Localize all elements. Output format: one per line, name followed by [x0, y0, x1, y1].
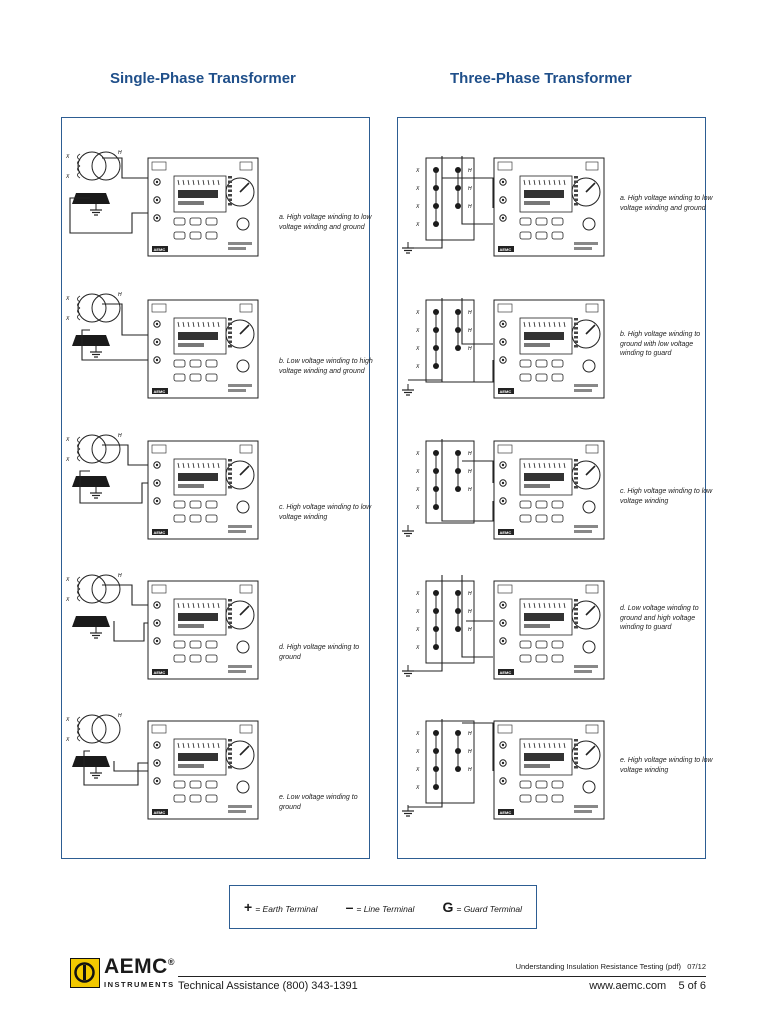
terminal-label-x: X: [66, 174, 70, 180]
range-label: [228, 190, 232, 193]
terminal-jack-center: [502, 744, 504, 746]
terminal-label-h: H: [468, 451, 472, 457]
terminal-jack-center: [156, 500, 158, 502]
model-text: [574, 530, 592, 533]
three-caption-e: e. High voltage winding to low voltage winding: [620, 757, 713, 774]
terminal-label-x: X: [416, 505, 420, 511]
range-label: [228, 766, 232, 769]
range-label: [574, 762, 578, 765]
range-label: [574, 753, 578, 756]
terminal-label-x: X: [416, 749, 420, 755]
terminal-jack-center: [156, 640, 158, 642]
terminal-legend: [229, 885, 537, 929]
single-diagram-b: [62, 280, 262, 405]
single-caption-d: d. High voltage winding to ground: [279, 644, 360, 661]
single-row-e: [62, 701, 371, 841]
range-label: [574, 332, 578, 335]
display-digits: [524, 190, 564, 198]
three-caption-d: d. Low voltage winding to ground and high voltage winding to guard: [620, 605, 699, 631]
display-units: [178, 764, 204, 768]
range-label: [228, 604, 232, 607]
terminal-label-h: H: [468, 469, 472, 475]
range-label: [574, 477, 578, 480]
terminal-label-x: X: [416, 204, 420, 210]
range-label: [228, 613, 232, 616]
display-digits: [178, 473, 218, 481]
guard-label: = Guard Terminal: [456, 904, 522, 914]
model-text: [574, 670, 592, 673]
terminal-label-h: H: [468, 609, 472, 615]
single-caption-b: b. Low voltage winding to high voltage winding and ground: [279, 358, 373, 375]
meter-brand-text: AEMC: [153, 670, 166, 675]
terminal-jack-center: [502, 181, 504, 183]
document-title: Understanding Insulation Resistance Testing (pdf) 07/12: [515, 962, 706, 971]
range-label: [228, 181, 232, 184]
model-text: [574, 805, 598, 808]
range-label: [574, 482, 578, 485]
legend-line: [346, 899, 415, 915]
range-label: [228, 203, 232, 206]
range-label: [574, 766, 578, 769]
earth-label: = Earth Terminal: [255, 904, 318, 914]
three-caption-b: b. High voltage winding to ground with low voltage winding to guard: [620, 331, 701, 357]
three-row-a: [398, 138, 713, 278]
terminal-label-h: H: [468, 767, 472, 773]
terminal-jack-center: [156, 604, 158, 606]
terminal-label-x: X: [416, 469, 420, 475]
display-digits: [178, 332, 218, 340]
terminal-label-h: H: [468, 731, 472, 737]
terminal-label-h: H: [468, 591, 472, 597]
display-units: [178, 484, 204, 488]
terminal-label-x: X: [66, 737, 70, 743]
range-label: [574, 748, 578, 751]
range-label: [574, 744, 578, 747]
terminal-label-h: H: [468, 310, 472, 316]
meter-brand-text: AEMC: [499, 389, 512, 394]
meter-brand-text: AEMC: [153, 530, 166, 535]
meter-brand-text: AEMC: [153, 810, 166, 815]
terminal-jack-center: [156, 341, 158, 343]
terminal-jack-center: [156, 744, 158, 746]
range-label: [228, 608, 232, 611]
model-text: [574, 525, 598, 528]
legend-guard: [442, 899, 521, 915]
terminal-label-h: H: [468, 168, 472, 174]
model-text: [228, 805, 252, 808]
display-units: [178, 343, 204, 347]
range-label: [574, 464, 578, 467]
transformer-core: [72, 476, 110, 487]
range-label: [574, 739, 578, 742]
terminal-jack-center: [156, 762, 158, 764]
terminal-jack-center: [502, 640, 504, 642]
terminal-jack-center: [156, 482, 158, 484]
line-label: = Line Terminal: [356, 904, 415, 914]
terminal-label-x: X: [66, 457, 70, 463]
megohmmeter: [494, 721, 604, 819]
model-text: [228, 665, 252, 668]
website-link[interactable]: www.aemc.com: [589, 980, 667, 992]
terminal-label-x: X: [416, 785, 420, 791]
footer-rule: [178, 976, 706, 977]
range-label: [574, 185, 578, 188]
test-lead-wire: [408, 298, 493, 382]
range-label: [228, 617, 232, 620]
display-units: [178, 201, 204, 205]
test-lead-wire: [408, 575, 493, 671]
terminal-label-x: X: [416, 767, 420, 773]
range-label: [228, 176, 232, 179]
three-diagram-e: [398, 701, 613, 826]
model-text: [228, 530, 246, 533]
range-label: [574, 181, 578, 184]
document-date: 07/12: [687, 962, 706, 971]
single-caption-e: e. Low voltage winding to ground: [279, 794, 358, 811]
range-label: [574, 327, 578, 330]
three-row-e: [398, 701, 713, 841]
model-text: [228, 389, 246, 392]
terminal-label-h: H: [468, 749, 472, 755]
terminal-label-x: X: [416, 451, 420, 457]
technical-assistance: Technical Assistance (800) 343-1391: [178, 980, 358, 992]
meter-brand-text: AEMC: [499, 247, 512, 252]
meter-brand-text: AEMC: [499, 530, 512, 535]
single-row-c: [62, 421, 371, 561]
terminal-label-x: X: [416, 168, 420, 174]
terminal-label-x: X: [416, 186, 420, 192]
range-label: [574, 318, 578, 321]
range-label: [228, 757, 232, 760]
terminal-label-h: H: [118, 433, 122, 439]
three-caption-c: c. High voltage winding to low voltage winding: [620, 488, 713, 505]
model-text: [574, 665, 598, 668]
terminal-label-x: X: [416, 487, 420, 493]
three-caption-a: a. High voltage winding to low voltage winding and ground: [620, 195, 713, 212]
terminal-label-x: X: [416, 310, 420, 316]
range-label: [574, 486, 578, 489]
terminal-label-h: H: [468, 186, 472, 192]
range-label: [574, 626, 578, 629]
meter-brand-text: AEMC: [153, 389, 166, 394]
aemc-logo-icon: [70, 958, 100, 988]
terminal-label-h: H: [118, 573, 122, 579]
terminal-label-x: X: [416, 609, 420, 615]
megohmmeter: [148, 441, 258, 539]
model-text: [574, 810, 592, 813]
terminal-jack-center: [502, 464, 504, 466]
terminal-label-x: X: [66, 437, 70, 443]
range-label: [228, 194, 232, 197]
model-text: [228, 247, 246, 250]
model-text: [574, 384, 598, 387]
range-label: [228, 748, 232, 751]
range-label: [228, 622, 232, 625]
range-label: [574, 613, 578, 616]
megohmmeter: [494, 158, 604, 256]
range-label: [574, 341, 578, 344]
terminal-label-x: X: [416, 731, 420, 737]
range-label: [228, 762, 232, 765]
three-diagram-d: [398, 561, 613, 686]
terminal-jack-center: [156, 181, 158, 183]
three-diagram-a: [398, 138, 613, 263]
terminal-jack-center: [156, 359, 158, 361]
range-label: [574, 599, 578, 602]
megohmmeter: [148, 721, 258, 819]
range-label: [574, 199, 578, 202]
range-label: [574, 473, 578, 476]
terminal-jack-center: [502, 359, 504, 361]
test-lead-wire: [408, 156, 493, 248]
terminal-jack-center: [502, 500, 504, 502]
range-label: [228, 599, 232, 602]
terminal-label-x: X: [66, 296, 70, 302]
range-label: [574, 622, 578, 625]
range-label: [228, 327, 232, 330]
terminal-jack-center: [502, 762, 504, 764]
range-label: [228, 753, 232, 756]
model-text: [228, 810, 246, 813]
three-row-c: [398, 421, 713, 561]
terminal-label-x: X: [66, 717, 70, 723]
range-label: [228, 464, 232, 467]
range-label: [574, 194, 578, 197]
terminal-jack-center: [502, 323, 504, 325]
display-digits: [178, 753, 218, 761]
range-label: [228, 486, 232, 489]
range-label: [574, 468, 578, 471]
range-label: [574, 608, 578, 611]
model-text: [574, 389, 592, 392]
display-units: [524, 201, 550, 205]
terminal-jack-center: [156, 323, 158, 325]
terminal-jack-center: [502, 217, 504, 219]
guard-symbol: G: [442, 899, 454, 915]
line-symbol: –: [345, 899, 354, 915]
test-lead-wire: [80, 445, 150, 503]
test-lead-wire: [102, 585, 150, 641]
terminal-label-x: X: [416, 328, 420, 334]
range-label: [574, 757, 578, 760]
terminal-jack-center: [502, 341, 504, 343]
terminal-jack-center: [502, 622, 504, 624]
range-label: [574, 190, 578, 193]
range-label: [228, 199, 232, 202]
megohmmeter: [494, 300, 604, 398]
model-text: [228, 242, 252, 245]
range-label: [228, 468, 232, 471]
range-label: [574, 604, 578, 607]
test-lead-wire: [408, 719, 493, 807]
terminal-jack-center: [502, 482, 504, 484]
range-label: [574, 336, 578, 339]
model-text: [228, 525, 252, 528]
three-phase-panel: [397, 117, 713, 859]
range-label: [228, 345, 232, 348]
single-row-d: [62, 561, 371, 701]
range-label: [228, 482, 232, 485]
terminal-label-x: X: [66, 577, 70, 583]
terminal-label-h: H: [468, 346, 472, 352]
heading-single-phase: Single-Phase Transformer: [110, 70, 296, 87]
range-label: [228, 185, 232, 188]
website-and-page: [589, 980, 706, 992]
terminal-jack-center: [156, 622, 158, 624]
display-digits: [524, 473, 564, 481]
terminal-jack-center: [156, 199, 158, 201]
range-label: [574, 203, 578, 206]
model-text: [574, 242, 598, 245]
range-label: [228, 739, 232, 742]
terminal-jack-center: [502, 604, 504, 606]
megohmmeter: [148, 581, 258, 679]
single-caption-c: c. High voltage winding to low voltage winding: [279, 504, 372, 521]
range-label: [228, 318, 232, 321]
display-digits: [524, 613, 564, 621]
single-caption-a: a. High voltage winding to low voltage winding and ground: [279, 214, 372, 231]
terminal-jack-center: [502, 780, 504, 782]
model-text: [228, 670, 246, 673]
terminal-label-h: H: [118, 713, 122, 719]
range-label: [228, 473, 232, 476]
single-diagram-d: [62, 561, 262, 686]
range-label: [574, 323, 578, 326]
page-number: 5 of 6: [678, 980, 706, 992]
earth-symbol: +: [244, 899, 253, 915]
terminal-label-x: X: [416, 591, 420, 597]
single-diagram-a: [62, 138, 262, 263]
range-label: [574, 345, 578, 348]
transformer-core: [72, 616, 110, 627]
terminal-label-x: X: [66, 154, 70, 160]
range-label: [228, 744, 232, 747]
display-digits: [178, 613, 218, 621]
range-label: [574, 176, 578, 179]
brand-registered: ®: [167, 957, 175, 967]
single-row-a: [62, 138, 371, 278]
heading-three-phase: Three-Phase Transformer: [450, 70, 632, 87]
range-label: [228, 332, 232, 335]
single-diagram-e: [62, 701, 262, 826]
terminal-jack-center: [502, 199, 504, 201]
transformer-core: [72, 756, 110, 767]
display-units: [524, 764, 550, 768]
terminal-label-h: H: [468, 204, 472, 210]
range-label: [228, 477, 232, 480]
megohmmeter: [148, 158, 258, 256]
display-units: [524, 343, 550, 347]
range-label: [228, 336, 232, 339]
meter-brand-text: AEMC: [153, 247, 166, 252]
three-row-b: [398, 280, 707, 420]
terminal-label-x: X: [416, 645, 420, 651]
terminal-label-x: X: [66, 597, 70, 603]
range-label: [574, 459, 578, 462]
terminal-label-h: H: [118, 150, 122, 156]
terminal-label-x: X: [66, 316, 70, 322]
range-label: [228, 341, 232, 344]
single-row-b: [62, 280, 371, 420]
model-text: [574, 247, 592, 250]
range-label: [228, 459, 232, 462]
display-digits: [178, 190, 218, 198]
megohmmeter: [148, 300, 258, 398]
model-text: [228, 384, 252, 387]
terminal-jack-center: [156, 780, 158, 782]
legend-earth: [244, 899, 317, 915]
terminal-label-h: H: [118, 292, 122, 298]
single-diagram-c: [62, 421, 262, 546]
terminal-jack-center: [156, 464, 158, 466]
terminal-label-h: H: [468, 627, 472, 633]
three-diagram-c: [398, 421, 613, 546]
terminal-label-x: X: [416, 222, 420, 228]
megohmmeter: [494, 441, 604, 539]
terminal-label-h: H: [468, 328, 472, 334]
three-diagram-b: [398, 280, 613, 405]
display-units: [178, 624, 204, 628]
single-phase-panel: [61, 117, 373, 859]
meter-brand-text: AEMC: [499, 810, 512, 815]
terminal-label-x: X: [416, 346, 420, 352]
range-label: [228, 626, 232, 629]
display-digits: [524, 332, 564, 340]
display-units: [524, 484, 550, 488]
terminal-label-h: H: [468, 487, 472, 493]
megohmmeter: [494, 581, 604, 679]
range-label: [574, 617, 578, 620]
range-label: [228, 323, 232, 326]
brand-subtitle: INSTRUMENTS: [104, 980, 175, 989]
three-row-d: [398, 561, 707, 701]
brand-name: AEMC®: [104, 955, 175, 978]
terminal-jack-center: [156, 217, 158, 219]
display-units: [524, 624, 550, 628]
terminal-label-x: X: [416, 627, 420, 633]
transformer-core: [72, 335, 110, 346]
display-digits: [524, 753, 564, 761]
meter-brand-text: AEMC: [499, 670, 512, 675]
terminal-label-x: X: [416, 364, 420, 370]
